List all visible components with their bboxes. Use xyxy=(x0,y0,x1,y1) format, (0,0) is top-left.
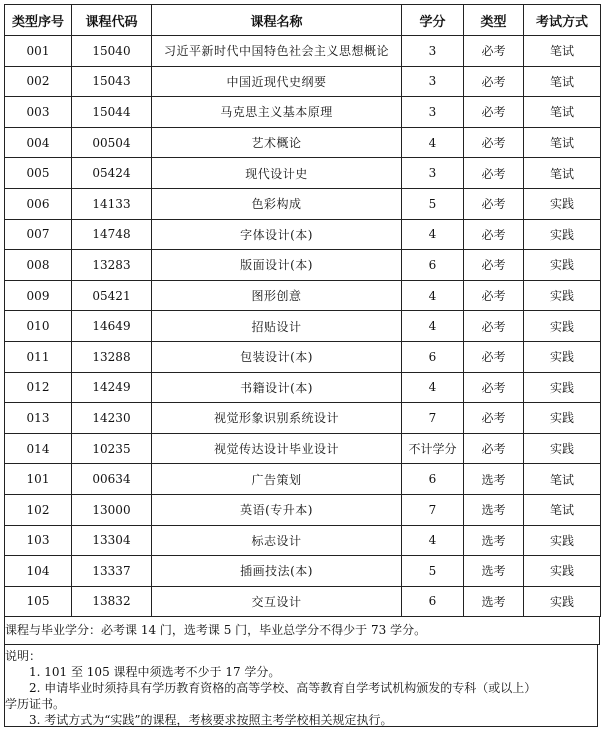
cell-exam-method: 实践 xyxy=(524,341,601,372)
cell-course-code: 15043 xyxy=(72,66,152,97)
table-row xyxy=(5,36,601,67)
cell-type-index: 011 xyxy=(5,341,72,372)
cell-category: 必考 xyxy=(464,188,524,219)
cell-category: 必考 xyxy=(464,97,524,128)
cell-course-name: 英语(专升本) xyxy=(152,494,402,525)
cell-credits: 4 xyxy=(402,525,464,556)
cell-credits: 7 xyxy=(402,494,464,525)
cell-credits: 7 xyxy=(402,403,464,434)
cell-course-code: 14649 xyxy=(72,311,152,342)
table-row xyxy=(5,433,601,464)
cell-credits: 6 xyxy=(402,250,464,281)
cell-course-code: 14249 xyxy=(72,372,152,403)
cell-category: 选考 xyxy=(464,525,524,556)
cell-exam-method: 实践 xyxy=(524,250,601,281)
cell-credits: 5 xyxy=(402,188,464,219)
note-item: 3. 考试方式为“实践”的课程，考核要求按照主考学校相关规定执行。 xyxy=(29,713,393,728)
cell-exam-method: 实践 xyxy=(524,556,601,587)
cell-course-name: 视觉传达设计毕业设计 xyxy=(152,433,402,464)
cell-type-index: 010 xyxy=(5,311,72,342)
cell-exam-method: 笔试 xyxy=(524,97,601,128)
cell-type-index: 007 xyxy=(5,219,72,250)
table-row xyxy=(5,403,601,434)
cell-credits: 6 xyxy=(402,586,464,617)
cell-credits: 4 xyxy=(402,372,464,403)
table-row xyxy=(5,341,601,372)
header-exam-method: 考试方式 xyxy=(524,5,601,36)
cell-exam-method: 笔试 xyxy=(524,36,601,67)
cell-course-code: 15044 xyxy=(72,97,152,128)
table-row xyxy=(5,219,601,250)
cell-category: 必考 xyxy=(464,341,524,372)
cell-exam-method: 实践 xyxy=(524,403,601,434)
cell-credits: 3 xyxy=(402,36,464,67)
cell-credits: 4 xyxy=(402,280,464,311)
cell-exam-method: 笔试 xyxy=(524,494,601,525)
cell-type-index: 105 xyxy=(5,586,72,617)
cell-category: 必考 xyxy=(464,36,524,67)
cell-exam-method: 实践 xyxy=(524,433,601,464)
cell-course-name: 招贴设计 xyxy=(152,311,402,342)
notes-section xyxy=(4,645,598,727)
cell-type-index: 002 xyxy=(5,66,72,97)
note-item-continuation: 学历证书。 xyxy=(5,697,66,712)
curriculum-sheet xyxy=(4,4,600,727)
cell-credits: 5 xyxy=(402,556,464,587)
table-row xyxy=(5,525,601,556)
cell-type-index: 013 xyxy=(5,403,72,434)
cell-exam-method: 实践 xyxy=(524,586,601,617)
table-row xyxy=(5,464,601,495)
cell-course-name: 插画技法(本) xyxy=(152,556,402,587)
cell-credits: 6 xyxy=(402,341,464,372)
table-row xyxy=(5,311,601,342)
course-table-body xyxy=(5,36,601,617)
cell-course-name: 字体设计(本) xyxy=(152,219,402,250)
cell-course-code: 10235 xyxy=(72,433,152,464)
cell-category: 必考 xyxy=(464,158,524,189)
cell-category: 选考 xyxy=(464,494,524,525)
cell-type-index: 102 xyxy=(5,494,72,525)
cell-type-index: 101 xyxy=(5,464,72,495)
cell-course-name: 书籍设计(本) xyxy=(152,372,402,403)
cell-exam-method: 笔试 xyxy=(524,66,601,97)
cell-category: 必考 xyxy=(464,433,524,464)
cell-category: 必考 xyxy=(464,311,524,342)
cell-course-name: 艺术概论 xyxy=(152,127,402,158)
table-row xyxy=(5,556,601,587)
cell-type-index: 006 xyxy=(5,188,72,219)
table-row xyxy=(5,97,601,128)
cell-type-index: 008 xyxy=(5,250,72,281)
cell-course-name: 标志设计 xyxy=(152,525,402,556)
cell-category: 选考 xyxy=(464,464,524,495)
cell-course-name: 图形创意 xyxy=(152,280,402,311)
cell-course-code: 13337 xyxy=(72,556,152,587)
header-credits: 学分 xyxy=(402,5,464,36)
cell-category: 必考 xyxy=(464,66,524,97)
cell-course-code: 14748 xyxy=(72,219,152,250)
cell-type-index: 104 xyxy=(5,556,72,587)
cell-course-code: 13283 xyxy=(72,250,152,281)
header-course-name: 课程名称 xyxy=(152,5,402,36)
cell-course-code: 13288 xyxy=(72,341,152,372)
cell-exam-method: 笔试 xyxy=(524,158,601,189)
header-type-index: 类型序号 xyxy=(5,5,72,36)
cell-type-index: 103 xyxy=(5,525,72,556)
cell-category: 选考 xyxy=(464,556,524,587)
cell-course-code: 14133 xyxy=(72,188,152,219)
cell-course-code: 14230 xyxy=(72,403,152,434)
table-row xyxy=(5,494,601,525)
cell-course-name: 包装设计(本) xyxy=(152,341,402,372)
cell-course-code: 13832 xyxy=(72,586,152,617)
cell-credits: 不计学分 xyxy=(402,433,464,464)
cell-type-index: 004 xyxy=(5,127,72,158)
cell-exam-method: 实践 xyxy=(524,280,601,311)
table-row xyxy=(5,66,601,97)
cell-category: 必考 xyxy=(464,250,524,281)
cell-exam-method: 实践 xyxy=(524,311,601,342)
cell-course-name: 交互设计 xyxy=(152,586,402,617)
cell-credits: 3 xyxy=(402,158,464,189)
cell-exam-method: 实践 xyxy=(524,188,601,219)
table-row xyxy=(5,127,601,158)
note-item: 1. 101 至 105 课程中须选考不少于 17 学分。 xyxy=(29,665,281,680)
cell-exam-method: 笔试 xyxy=(524,464,601,495)
note-item: 2. 申请毕业时须持具有学历教育资格的高等学校、高等教育自学考试机构颁发的专科（或以上） xyxy=(29,681,537,696)
cell-category: 必考 xyxy=(464,280,524,311)
cell-type-index: 001 xyxy=(5,36,72,67)
cell-credits: 6 xyxy=(402,464,464,495)
cell-credits: 3 xyxy=(402,66,464,97)
header-course-code: 课程代码 xyxy=(72,5,152,36)
cell-type-index: 014 xyxy=(5,433,72,464)
cell-category: 必考 xyxy=(464,372,524,403)
cell-type-index: 005 xyxy=(5,158,72,189)
table-row xyxy=(5,280,601,311)
cell-category: 必考 xyxy=(464,219,524,250)
cell-type-index: 012 xyxy=(5,372,72,403)
cell-credits: 3 xyxy=(402,97,464,128)
header-category: 类型 xyxy=(464,5,524,36)
cell-course-name: 中国近现代史纲要 xyxy=(152,66,402,97)
course-table xyxy=(4,4,601,617)
cell-exam-method: 笔试 xyxy=(524,127,601,158)
table-row xyxy=(5,250,601,281)
cell-credits: 4 xyxy=(402,311,464,342)
table-row xyxy=(5,372,601,403)
cell-course-code: 05421 xyxy=(72,280,152,311)
cell-course-code: 15040 xyxy=(72,36,152,67)
cell-course-code: 00634 xyxy=(72,464,152,495)
cell-credits: 4 xyxy=(402,127,464,158)
cell-course-code: 13000 xyxy=(72,494,152,525)
cell-credits: 4 xyxy=(402,219,464,250)
cell-course-name: 现代设计史 xyxy=(152,158,402,189)
table-row xyxy=(5,158,601,189)
cell-course-name: 习近平新时代中国特色社会主义思想概论 xyxy=(152,36,402,67)
cell-category: 选考 xyxy=(464,586,524,617)
table-row xyxy=(5,188,601,219)
cell-course-name: 色彩构成 xyxy=(152,188,402,219)
cell-exam-method: 实践 xyxy=(524,372,601,403)
cell-course-name: 马克思主义基本原理 xyxy=(152,97,402,128)
credit-summary: 课程与毕业学分：必考课 14 门，选考课 5 门，毕业总学分不得少于 73 学分。 xyxy=(4,617,600,645)
cell-course-code: 05424 xyxy=(72,158,152,189)
cell-course-name: 广告策划 xyxy=(152,464,402,495)
cell-course-code: 13304 xyxy=(72,525,152,556)
cell-category: 必考 xyxy=(464,403,524,434)
table-header-row xyxy=(5,5,601,36)
cell-type-index: 003 xyxy=(5,97,72,128)
cell-course-code: 00504 xyxy=(72,127,152,158)
cell-course-name: 版面设计(本) xyxy=(152,250,402,281)
notes-title: 说明： xyxy=(5,649,42,664)
cell-exam-method: 实践 xyxy=(524,525,601,556)
cell-exam-method: 实践 xyxy=(524,219,601,250)
cell-category: 必考 xyxy=(464,127,524,158)
cell-course-name: 视觉形象识别系统设计 xyxy=(152,403,402,434)
table-row xyxy=(5,586,601,617)
cell-type-index: 009 xyxy=(5,280,72,311)
